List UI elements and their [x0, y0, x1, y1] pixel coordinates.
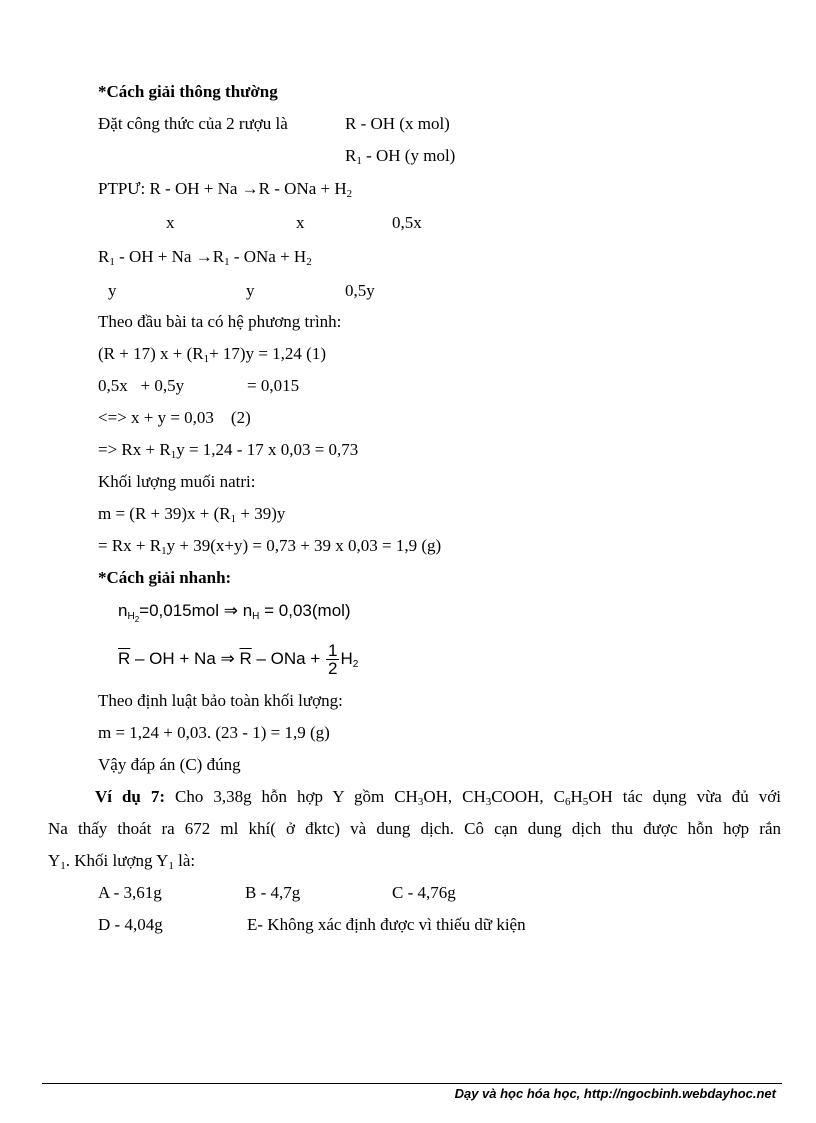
mol-x1: x — [166, 213, 175, 232]
reaction-2: $R_1$ - OH + $Na \to R_1$ - ONa + $H_2$ — [98, 247, 312, 268]
mol-half-y: 0,5y — [345, 281, 375, 300]
formula-intro: Đặt công thức của 2 rượu là — [98, 114, 288, 133]
fast-equation-2: $\overline{R}$ – OH + Na ⇒ $\overline{R}$ – ONa + $\frac{1}{2}$ $H_2$ — [118, 641, 359, 679]
equation-1: (R + 17) $x + (R_1+ 17)y = 1,24$ (1) — [98, 344, 327, 365]
conservation-law: Theo định luật bảo toàn khối lượng: — [98, 691, 343, 710]
mol-half-x: 0,5x — [392, 213, 422, 232]
mol-y2: y — [246, 281, 255, 300]
fast-equation-1: $n_{H_2}=0,015mol$ ⇒ $n_H = 0,03(mol)$ — [118, 601, 351, 624]
system-intro: Theo đầu bài ta có hệ phương trình: — [98, 312, 342, 331]
normal-method-heading: *Cách giải thông thường — [98, 82, 278, 101]
fast-method-heading: *Cách giải nhanh: — [98, 568, 232, 587]
example-7-line-3: $Y_1$. Khối lượng $Y_1$ là: — [48, 851, 196, 872]
mol-y1: y — [108, 281, 117, 300]
option-d: D - 4,04g — [98, 915, 163, 934]
mol-x2: x — [296, 213, 305, 232]
option-b: B - 4,7g — [245, 883, 301, 902]
equation-3: <=> x + y = 0,03 (2) — [98, 408, 251, 427]
equation-4: => $Rx + R_1y = 1,24 - 17$ x 0,03 = 0,73 — [98, 440, 359, 461]
option-e: E- Không xác định được vì thiếu dữ kiện — [247, 915, 526, 934]
mass-equation: m = 1,24 + 0,03. (23 - 1) = 1,9 (g) — [98, 723, 330, 742]
example-7-line-2: Na thấy thoát ra 672 ml khí( ở đktc) và dung dịch. Cô cạn dung dịch thu được hỗn hợp rắn — [48, 819, 781, 838]
fraction-one-half: $\frac{1}{2}$ — [328, 641, 338, 679]
example-7-line-1: Ví dụ 7: Cho 3,38g hỗn hợp Y gồm $CH_3OH$, $CH_3COOH$, $C_6H_5OH$ tác dụng vừa đủ với — [95, 787, 782, 808]
answer-line: Vậy đáp án (C) đúng — [98, 755, 241, 774]
option-a: A - 3,61g — [98, 883, 162, 902]
reaction-1: PTPƯ: R - OH + Na →R - ONa + $H_2$ — [98, 179, 353, 200]
formula-1: R - OH (x mol) — [345, 114, 450, 133]
salt-equation-2: = $Rx + R_1y + 39(x+y) = 0,73 + 39$ x 0,03 = 1,9 (g) — [98, 536, 442, 557]
footer-rule — [42, 1083, 782, 1084]
salt-heading: Khối lượng muối natri: — [98, 472, 256, 491]
salt-equation-1: $m = (R + 39)x + (R_1 + 39)y$ — [98, 504, 286, 525]
option-c: C - 4,76g — [392, 883, 456, 902]
formula-2: $R_1$ - OH (y mol) — [345, 146, 456, 167]
footer-text: Dạy và học hóa học, http://ngocbinh.webdayhoc.net — [454, 1086, 776, 1101]
